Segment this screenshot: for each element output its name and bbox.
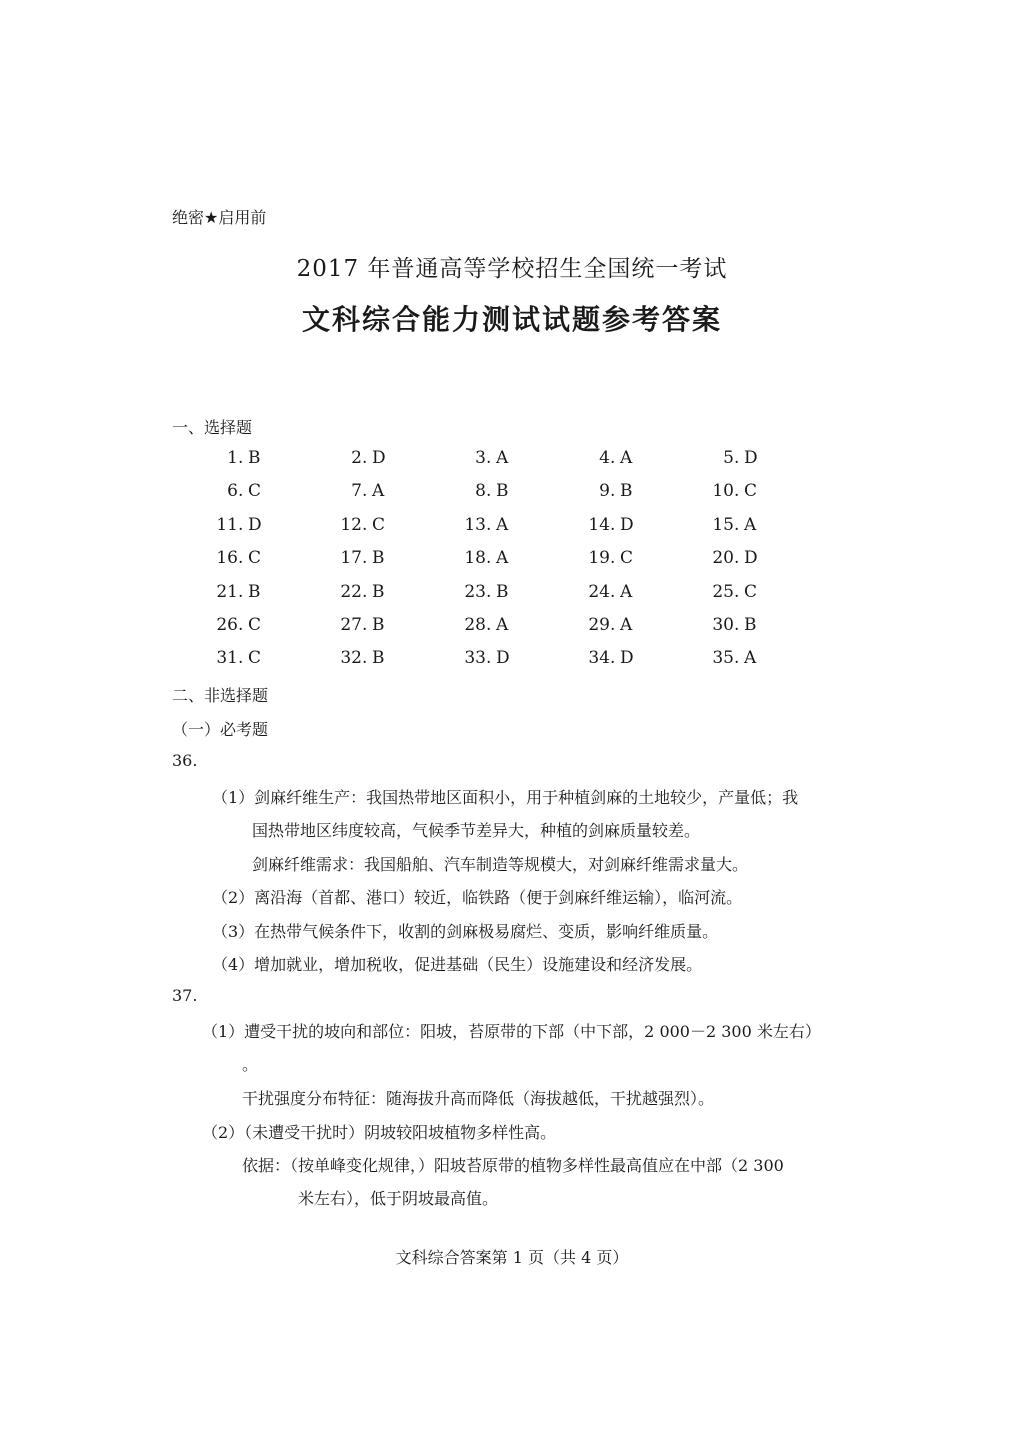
answer-number: 13 xyxy=(464,514,486,535)
answer-choice: D xyxy=(372,448,386,468)
answer-number: 18 xyxy=(464,548,486,569)
answer-choice: D xyxy=(496,648,510,669)
answer-separator: . xyxy=(486,648,492,669)
answer-choice: B xyxy=(372,614,385,635)
answer-item xyxy=(200,648,324,681)
answer-item xyxy=(200,448,324,481)
answer-number: 20 xyxy=(712,548,734,569)
answer-item xyxy=(696,648,820,681)
question-number-36: 36. xyxy=(172,751,198,770)
answer-number: 25 xyxy=(712,581,734,602)
answer-choice: C xyxy=(248,548,262,569)
answer-number: 11 xyxy=(216,514,238,535)
answer-choice: B xyxy=(248,448,261,468)
answer-separator: . xyxy=(362,514,368,535)
answer-item xyxy=(324,615,448,648)
answer-separator: . xyxy=(610,581,616,602)
answer-separator: . xyxy=(238,448,244,468)
answer-item xyxy=(572,448,696,481)
q37-line-6: 米左右），低于阴坡最高值。 xyxy=(298,1189,499,1208)
answer-separator: . xyxy=(486,514,492,535)
answer-row xyxy=(200,582,820,615)
answer-number: 3 xyxy=(475,448,486,468)
answer-separator: . xyxy=(734,481,740,502)
answer-choice: A xyxy=(620,581,633,602)
answer-choice: C xyxy=(372,514,386,535)
answer-number: 29 xyxy=(588,614,610,635)
answer-item xyxy=(696,448,820,481)
q36-line-1: （1）剑麻纤维生产：我国热带地区面积小，用于种植剑麻的土地较少，产量低；我 xyxy=(212,788,799,807)
answer-separator: . xyxy=(238,548,244,569)
answer-number: 26 xyxy=(216,614,238,635)
q37-line-3: 干扰强度分布特征：随海拔升高而降低（海拔越低，干扰越强烈）。 xyxy=(242,1089,715,1108)
answer-separator: . xyxy=(734,614,740,635)
answer-number: 21 xyxy=(216,581,238,602)
answer-item xyxy=(696,515,820,548)
answer-row xyxy=(200,548,820,581)
answer-choice: C xyxy=(744,581,758,602)
answer-number: 33 xyxy=(464,648,486,669)
answer-number: 7 xyxy=(351,481,362,502)
answer-item xyxy=(324,548,448,581)
answer-separator: . xyxy=(610,448,616,468)
answer-separator: . xyxy=(362,548,368,569)
answer-item xyxy=(572,481,696,514)
section-heading-choice: 一、选择题 xyxy=(172,418,253,437)
answer-row xyxy=(200,515,820,548)
answer-choice: B xyxy=(372,648,385,669)
answer-separator: . xyxy=(734,548,740,569)
answer-number: 9 xyxy=(599,481,610,502)
document-subtitle: 文科综合能力测试试题参考答案 xyxy=(301,303,722,336)
answer-item xyxy=(448,582,572,615)
answer-separator: . xyxy=(610,481,616,502)
confidential-mark: 绝密★启用前 xyxy=(172,208,267,227)
answer-item xyxy=(696,548,820,581)
answer-row xyxy=(200,615,820,648)
q36-line-3: 剑麻纤维需求：我国船舶、汽车制造等规模大，对剑麻纤维需求量大。 xyxy=(252,855,749,874)
answer-separator: . xyxy=(238,481,244,502)
answer-item xyxy=(324,648,448,681)
answer-item xyxy=(200,582,324,615)
answer-item xyxy=(324,515,448,548)
answer-item xyxy=(572,515,696,548)
answer-number: 17 xyxy=(340,548,362,569)
answer-item xyxy=(448,515,572,548)
answer-number: 2 xyxy=(351,448,362,468)
answer-number: 1 xyxy=(227,448,238,468)
answer-choice: C xyxy=(744,481,758,502)
answer-number: 28 xyxy=(464,614,486,635)
answer-choice: A xyxy=(496,548,509,569)
answer-grid xyxy=(200,448,820,682)
answer-separator: . xyxy=(362,448,368,468)
answer-item xyxy=(324,582,448,615)
answer-row xyxy=(200,648,820,681)
answer-item xyxy=(324,448,448,481)
answer-separator: . xyxy=(610,648,616,669)
answer-choice: A xyxy=(496,614,509,635)
answer-separator: . xyxy=(734,648,740,669)
answer-number: 8 xyxy=(475,481,486,502)
answer-choice: C xyxy=(248,648,262,669)
section-heading-nonchoice: 二、非选择题 xyxy=(172,686,269,705)
answer-separator: . xyxy=(486,548,492,569)
answer-item xyxy=(572,582,696,615)
answer-choice: D xyxy=(744,448,758,468)
answer-separator: . xyxy=(734,514,740,535)
answer-separator: . xyxy=(486,581,492,602)
answer-separator: . xyxy=(610,548,616,569)
page-footer: 文科综合答案第 1 页（共 4 页） xyxy=(395,1248,629,1267)
answer-number: 35 xyxy=(712,648,734,669)
answer-number: 30 xyxy=(712,614,734,635)
answer-number: 31 xyxy=(216,648,238,669)
answer-choice: D xyxy=(744,548,758,569)
answer-separator: . xyxy=(610,614,616,635)
answer-separator: . xyxy=(734,581,740,602)
answer-choice: B xyxy=(620,481,633,502)
answer-item xyxy=(200,548,324,581)
answer-number: 14 xyxy=(588,514,610,535)
q36-line-4: （2）离沿海（首都、港口）较近，临铁路（便于剑麻纤维运输），临河流。 xyxy=(212,888,743,907)
answer-choice: B xyxy=(744,614,757,635)
answer-number: 5 xyxy=(723,448,734,468)
answer-number: 6 xyxy=(227,481,238,502)
answer-separator: . xyxy=(362,581,368,602)
answer-separator: . xyxy=(610,514,616,535)
answer-number: 22 xyxy=(340,581,362,602)
answer-item xyxy=(696,582,820,615)
q36-line-2: 国热带地区纬度较高，气候季节差异大，种植的剑麻质量较差。 xyxy=(252,821,701,840)
answer-separator: . xyxy=(362,481,368,502)
answer-choice: A xyxy=(620,448,633,468)
answer-choice: C xyxy=(248,614,262,635)
answer-number: 10 xyxy=(712,481,734,502)
answer-choice: A xyxy=(496,514,509,535)
answer-separator: . xyxy=(238,614,244,635)
answer-choice: A xyxy=(744,648,757,669)
answer-number: 15 xyxy=(712,514,734,535)
answer-choice: A xyxy=(496,448,509,468)
answer-number: 12 xyxy=(340,514,362,535)
answer-number: 16 xyxy=(216,548,238,569)
answer-row xyxy=(200,448,820,481)
answer-row xyxy=(200,481,820,514)
answer-separator: . xyxy=(362,648,368,669)
answer-number: 34 xyxy=(588,648,610,669)
answer-choice: D xyxy=(248,514,262,535)
q36-line-6: （4）增加就业，增加税收，促进基础（民生）设施建设和经济发展。 xyxy=(212,955,703,974)
answer-item xyxy=(200,515,324,548)
q37-line-1: （1）遭受干扰的坡向和部位：阳坡，苔原带的下部（中下部，2 000－2 300 米左右） xyxy=(202,1022,821,1041)
answer-choice: B xyxy=(248,581,261,602)
answer-choice: A xyxy=(744,514,757,535)
answer-item xyxy=(572,615,696,648)
answer-separator: . xyxy=(486,448,492,468)
answer-item xyxy=(324,481,448,514)
answer-choice: D xyxy=(620,514,634,535)
answer-choice: B xyxy=(372,581,385,602)
q37-line-4: （2）（未遭受干扰时）阴坡较阳坡植物多样性高。 xyxy=(202,1123,557,1142)
answer-item xyxy=(572,648,696,681)
answer-separator: . xyxy=(486,614,492,635)
answer-choice: A xyxy=(620,614,633,635)
answer-choice: D xyxy=(620,648,634,669)
answer-item xyxy=(572,548,696,581)
answer-separator: . xyxy=(486,481,492,502)
answer-item xyxy=(200,615,324,648)
answer-separator: . xyxy=(238,514,244,535)
answer-item xyxy=(448,448,572,481)
answer-number: 32 xyxy=(340,648,362,669)
answer-number: 27 xyxy=(340,614,362,635)
answer-item xyxy=(696,615,820,648)
answer-item xyxy=(696,481,820,514)
answer-item xyxy=(448,548,572,581)
answer-separator: . xyxy=(238,581,244,602)
answer-separator: . xyxy=(362,614,368,635)
exam-title: 2017 年普通高等学校招生全国统一考试 xyxy=(296,256,728,282)
subsection-heading: （一）必考题 xyxy=(172,720,269,739)
answer-separator: . xyxy=(734,448,740,468)
answer-number: 19 xyxy=(588,548,610,569)
answer-choice: B xyxy=(496,481,509,502)
question-number-37: 37. xyxy=(172,986,198,1005)
answer-choice: A xyxy=(372,481,385,502)
answer-choice: B xyxy=(372,548,385,569)
answer-item xyxy=(448,615,572,648)
q37-line-5: 依据：（按单峰变化规律，）阳坡苔原带的植物多样性最高值应在中部（2 300 xyxy=(242,1156,784,1175)
answer-separator: . xyxy=(238,648,244,669)
answer-item xyxy=(200,481,324,514)
answer-item xyxy=(448,481,572,514)
q36-line-5: （3）在热带气候条件下，收割的剑麻极易腐烂、变质，影响纤维质量。 xyxy=(212,922,719,941)
answer-number: 23 xyxy=(464,581,486,602)
answer-choice: C xyxy=(620,548,634,569)
answer-item xyxy=(448,648,572,681)
answer-choice: B xyxy=(496,581,509,602)
q37-line-2: 。 xyxy=(242,1055,259,1074)
answer-number: 24 xyxy=(588,581,610,602)
answer-number: 4 xyxy=(599,448,610,468)
answer-choice: C xyxy=(248,481,262,502)
